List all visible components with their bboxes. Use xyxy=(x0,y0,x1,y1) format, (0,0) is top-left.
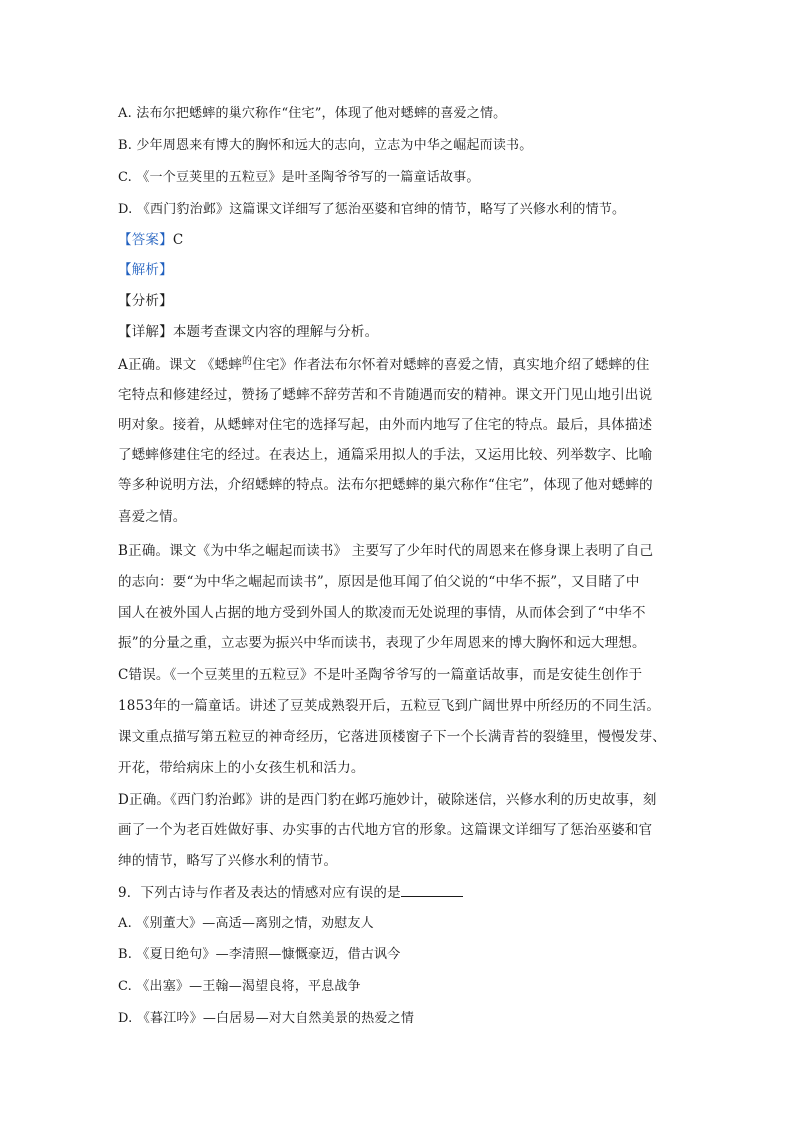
xiangjie-label: 【详解】 xyxy=(118,324,173,340)
analysis-a-line-5: 等多种说明方法，介绍蟋蟀的特点。法布尔把蟋蟀的巢穴称作“住宅”，体现了他对蟋蟀的 xyxy=(118,477,653,493)
q9-stem: 9．下列古诗与作者及表达的情感对应有误的是 xyxy=(118,885,401,901)
answer-value: C xyxy=(172,232,184,248)
q8-option-d: D. 《西门豹治邺》这篇课文详细写了惩治巫婆和官绅的情节，略写了兴修水利的情节。 xyxy=(118,202,626,217)
analysis-a-post: 住宅》作者法布尔怀着对蟋蟀的喜爱之情，真实地介绍了蟋蟀的住 xyxy=(252,357,650,373)
q8-option-c: C. 《一个豆荚里的五粒豆》是叶圣陶爷爷写的一篇童话故事。 xyxy=(118,170,480,185)
analysis-a-small-char: 的 xyxy=(242,356,253,367)
xiangjie-text: 本题考查课文内容的理解与分析。 xyxy=(172,324,379,340)
xiangjie-line xyxy=(118,322,378,342)
analysis-a-pre: A正确。课文 《蟋蟀 xyxy=(118,357,243,373)
analysis-a-line-1 xyxy=(118,355,650,377)
analysis-d-line-2: 画了一个为老百姓做好事、办实事的古代地方官的形象。这篇课文详细写了惩治巫婆和官 xyxy=(118,822,653,838)
analysis-a-line-6: 喜爱之情。 xyxy=(118,509,187,525)
answer-label: 【答案】 xyxy=(118,232,173,248)
q9-option-c: C. 《出塞》—王翰—渴望良将，平息战争 xyxy=(118,979,361,994)
q9-option-d: D. 《暮江吟》—白居易—对大自然美景的热爱之情 xyxy=(118,1011,415,1026)
analysis-a-line-4: 了蟋蟀修建住宅的经过。在表达上，通篇采用拟人的手法，又运用比较、列举数字、比喻 xyxy=(118,447,653,463)
analysis-c-line-1: C错误。《一个豆荚里的五粒豆》不是叶圣陶爷爷写的一篇童话故事，而是安徒生创作于 xyxy=(118,667,643,683)
jiexi-label: 【解析】 xyxy=(118,262,173,278)
analysis-c-line-2: 1853年的一篇童话。讲述了豆荚成熟裂开后，五粒豆飞到广阔世界中所经历的不同生活。 xyxy=(118,698,661,714)
q8-option-b: B. 少年周恩来有博大的胸怀和远大的志向，立志为中华之崛起而读书。 xyxy=(118,138,533,153)
analysis-b-line-4: 振”的分量之重，立志要为振兴中华而读书，表现了少年周恩来的博大胸怀和远大理想。 xyxy=(118,635,646,651)
answer-line xyxy=(118,230,183,250)
analysis-d-line-1: D正确。《西门豹治邺》讲的是西门豹在邺巧施妙计，破除迷信，兴修水利的历史故事，刻 xyxy=(118,792,657,808)
q9-stem-line xyxy=(118,883,463,903)
q8-option-a: A. 法布尔把蟋蟀的巢穴称作“住宅”，体现了他对蟋蟀的喜爱之情。 xyxy=(118,106,507,121)
analysis-c-line-4: 开花，带给病床上的小女孩生机和活力。 xyxy=(118,760,365,776)
q9-option-b: B. 《夏日绝句》—李清照—慷慨豪迈，借古讽今 xyxy=(118,947,401,962)
analysis-b-line-3: 国人在被外国人占据的地方受到外国人的欺凌而无处说理的事情，从而体会到了“中华不 xyxy=(118,605,646,621)
analysis-d-line-3: 绅的情节，略写了兴修水利的情节。 xyxy=(118,853,338,869)
analysis-c-line-3: 课文重点描写第五粒豆的神奇经历，它落进顶楼窗子下一个长满青苔的裂缝里，慢慢发芽、 xyxy=(118,729,666,745)
analysis-a-line-3: 明对象。接着，从蟋蟀对住宅的选择写起，由外而内地写了住宅的特点。最后，具体描述 xyxy=(118,417,653,433)
jiexi-line xyxy=(118,260,173,280)
q9-option-a: A. 《别董大》—高适—离别之情，劝慰友人 xyxy=(118,916,374,931)
answer-blank xyxy=(401,884,463,897)
fenxi-label: 【分析】 xyxy=(118,293,173,309)
analysis-b-line-2: 的志向：要“为中华之崛起而读书”，原因是他耳闻了伯父说的“中华不振”，又目睹了中 xyxy=(118,574,640,590)
analysis-a-line-2: 宅特点和修建经过，赞扬了蟋蟀不辞劳苦和不肯随遇而安的精神。课文开门见山地引出说 xyxy=(118,387,653,403)
analysis-b-line-1: B正确。课文《为中华之崛起而读书》 主要写了少年时代的周恩来在修身课上表明了自己 xyxy=(118,543,654,559)
